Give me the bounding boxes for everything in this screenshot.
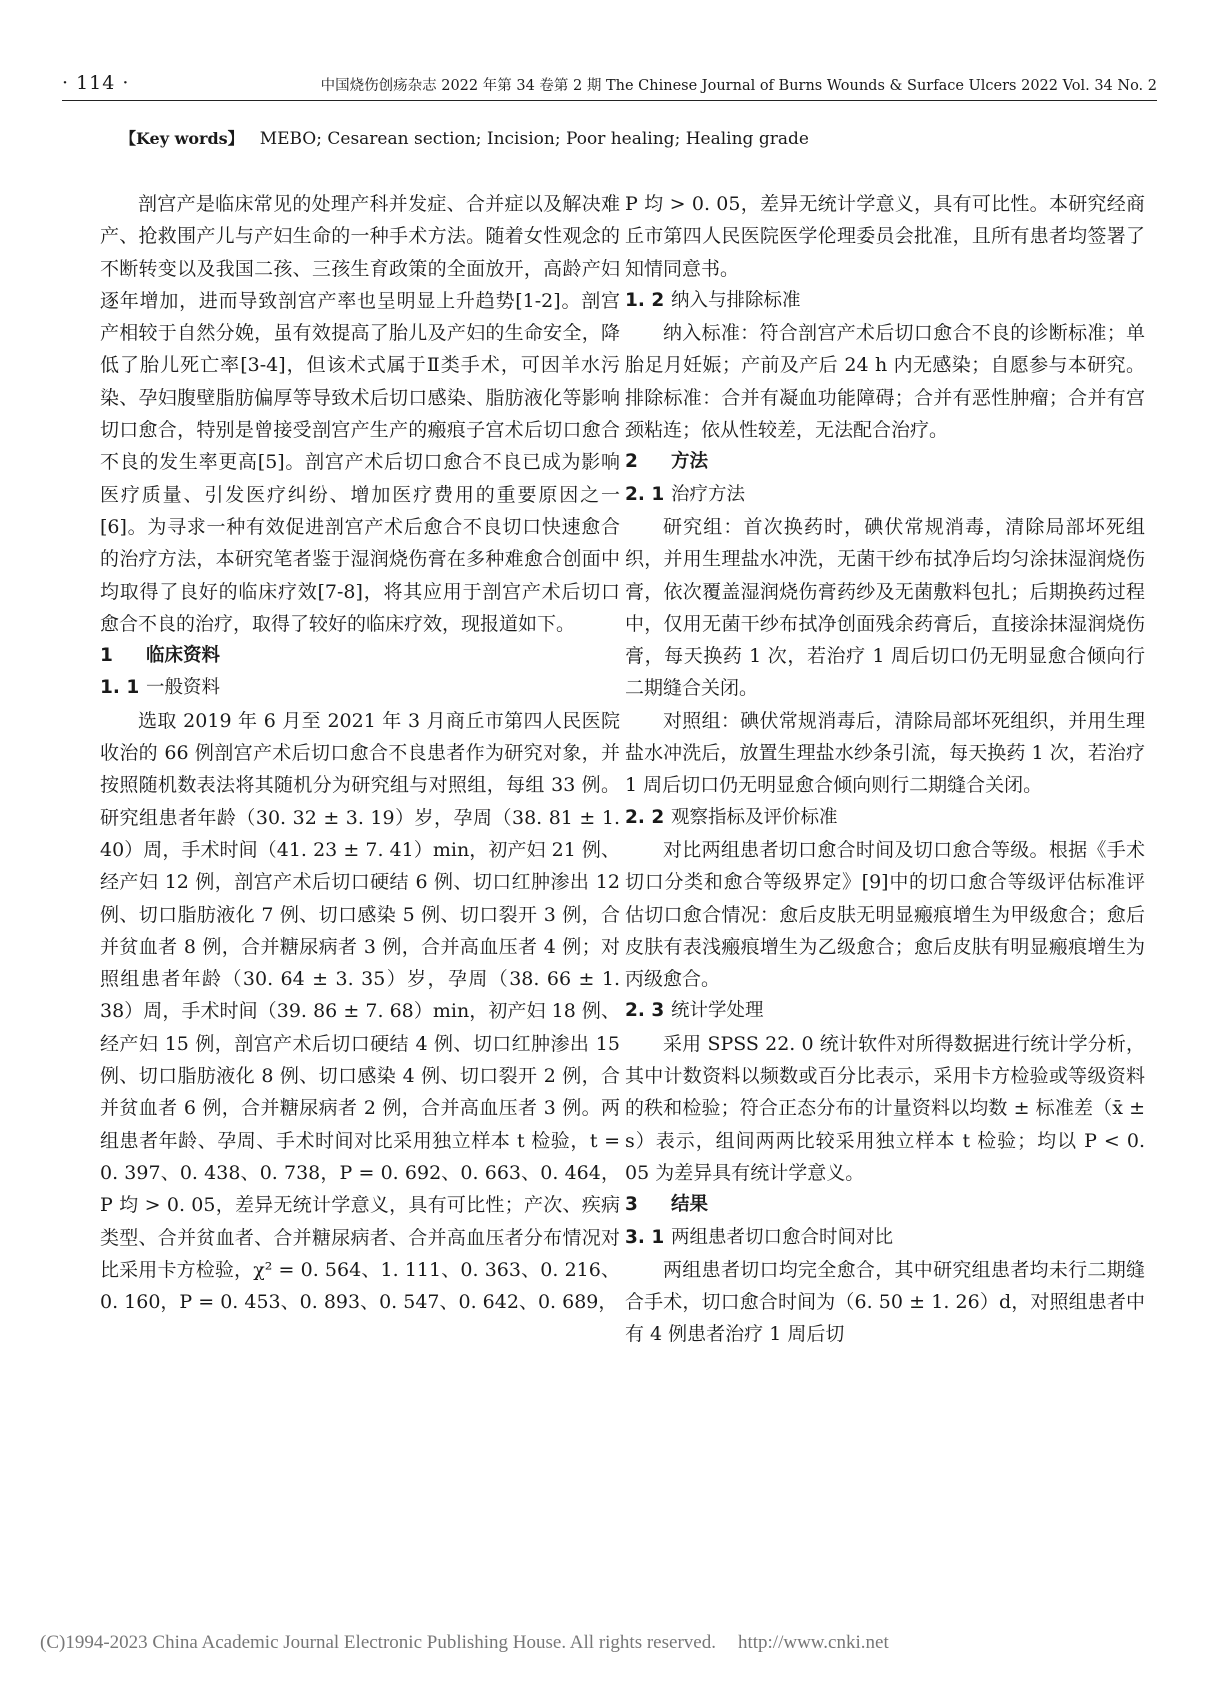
section-2-1-heading: 2. 1 治疗方法 [625, 483, 746, 505]
running-title: 中国烧伤创疡杂志 2022 年第 34 卷第 2 期 The Chinese Journal of Burns Wounds & Surface Ulcers 2022 Vol. 34 No. 2 [320, 78, 1157, 94]
intro-paragraph: 剖宫产是临床常见的处理产科并发症、合并症以及解决难产、抢救围产儿与产妇生命的一种手术方法。随着女性观念的不断转变以及我国二孩、三孩生育政策的全面放开，高龄产妇逐年增加，进而导致剖宫产率也呈明显上升趋势[1-2]。剖宫产相较于自然分娩，虽有效提高了胎儿及产妇的生命安全，降低了胎儿死亡率[3-4]，但该术式属于Ⅱ类手术，可因羊水污染、孕妇腹壁脂肪偏厚等导致术后切口感染、脂肪液化等影响切口愈合，特别是曾接受剖宫产生产的瘢痕子宫术后切口愈合不良的发生率更高[5]。剖宫产术后切口愈合不良已成为影响医疗质量、引发医疗纠纷、增加医疗费用的重要原因之一[6]。为寻求一种有效促进剖宫产术后愈合不良切口快速愈合的治疗方法，本研究笔者鉴于湿润烧伤膏在多种难愈合创面中均取得了良好的临床疗效[7-8]，将其应用于剖宫产术后切口愈合不良的治疗，取得了较好的临床疗效，现报道如下。 [100, 193, 620, 635]
keywords-label: 【Key words】 [120, 129, 244, 148]
section-3-1-heading: 3. 1 两组患者切口愈合时间对比 [625, 1226, 894, 1248]
section-2-2-heading: 2. 2 观察指标及评价标准 [625, 806, 838, 828]
section-1-2-heading: 1. 2 纳入与排除标准 [625, 289, 801, 311]
copyright-text: (C)1994-2023 China Academic Journal Electronic Publishing House. All rights reserved. [40, 1632, 716, 1653]
right-column [625, 188, 1145, 1351]
section-1-1-heading: 1. 1 一般资料 [100, 677, 221, 699]
section-3-1-paragraph: 两组患者切口均完全愈合，其中研究组患者均未行二期缝合手术，切口愈合时间为（6. 50 ± 1. 26）d，对照组患者中有 4 例患者治疗 1 周后切 [625, 1258, 1145, 1346]
section-1-1-continuation: P 均 > 0. 05，差异无统计学意义，具有可比性。本研究经商丘市第四人民医院医学伦理委员会批准，且所有患者均签署了知情同意书。 [625, 193, 1145, 280]
section-1-2-paragraph: 纳入标准：符合剖宫产术后切口愈合不良的诊断标准；单胎足月妊娠；产前及产后 24 h 内无感染；自愿参与本研究。排除标准：合并有凝血功能障碍；合并有恶性肿瘤；合并有宫颈粘连；依从性较差，无法配合治疗。 [625, 322, 1145, 442]
section-2-1-paragraph-study: 研究组：首次换药时，碘伏常规消毒，清除局部坏死组织，并用生理盐水冲洗，无菌干纱布拭净后均匀涂抹湿润烧伤膏，依次覆盖湿润烧伤膏药纱及无菌敷料包扎；后期换药过程中，仅用无菌干纱布拭净创面残余药膏后，直接涂抹湿润烧伤膏，每天换药 1 次，若治疗 1 周后切口仍无明显愈合倾向行二期缝合关闭。 [625, 515, 1145, 700]
section-2-3-paragraph: 采用 SPSS 22. 0 统计软件对所得数据进行统计学分析，其中计数资料以频数或百分比表示，采用卡方检验或等级资料的秩和检验；符合正态分布的计量资料以均数 ± 标准差（x̄ ± s）表示，组间两两比较采用独立样本 t 检验；均以 P < 0. 05 为差异具有统计学意义。 [625, 1032, 1145, 1184]
section-2-3-heading: 2. 3 统计学处理 [625, 1000, 764, 1022]
running-header [62, 66, 1157, 101]
section-3-heading: 3 结果 [625, 1194, 709, 1216]
section-2-heading: 2 方法 [625, 451, 709, 473]
cnki-url: http://www.cnki.net [737, 1632, 889, 1653]
copyright-footer [40, 1632, 1170, 1654]
left-column [100, 188, 620, 1318]
section-2-2-paragraph: 对比两组患者切口愈合时间及切口愈合等级。根据《手术切口分类和愈合等级界定》[9]中的切口愈合等级评估标准评估切口愈合情况：愈后皮肤无明显瘢痕增生为甲级愈合；愈后皮肤有表浅瘢痕增生为乙级愈合；愈后皮肤有明显瘢痕增生为丙级愈合。 [625, 838, 1145, 991]
keywords-text: MEBO; Cesarean section; Incision; Poor healing; Healing grade [259, 129, 809, 149]
section-1-heading: 1 临床资料 [100, 645, 221, 667]
section-1-1-paragraph: 选取 2019 年 6 月至 2021 年 3 月商丘市第四人民医院收治的 66 例剖宫产术后切口愈合不良患者作为研究对象，并按照随机数表法将其随机分为研究组与对照组，每组 33 例。研究组患者年龄（30. 32 ± 3. 19）岁，孕周（38. 81 ± 1. 40）周，手术时间（41. 23 ± 7. 41）min，初产妇 21 例、经产妇 12 例，剖宫产术后切口硬结 6 例、切口红肿渗出 12 例、切口脂肪液化 7 例、切口感染 5 例、切口裂开 3 例，合并贫血者 8 例，合并糖尿病者 3 例，合并高血压者 4 例；对照组患者年龄（30. 64 ± 3. 35）岁，孕周（38. 66 ± 1. 38）周，手术时间（39. 86 ± 7. 68）min，初产妇 18 例、经产妇 15 例，剖宫产术后切口硬结 4 例、切口红肿渗出 15 例、切口脂肪液化 8 例、切口感染 4 例、切口裂开 2 例，合并贫血者 6 例，合并糖尿病者 2 例，合并高血压者 3 例。两组患者年龄、孕周、手术时间对比采用独立样本 t 检验，t = 0. 397、0. 438、0. 738，P = 0. 692、0. 663、0. 464，P 均 > 0. 05，差异无统计学意义，具有可比性；产次、疾病类型、合并贫血者、合并糖尿病者、合并高血压者分布情况对比采用卡方检验，χ² = 0. 564、1. 111、0. 363、0. 216、0. 160，P = 0. 453、0. 893、0. 547、0. 642、0. 689， [100, 709, 620, 1314]
page-number: · 114 · [62, 72, 130, 94]
keywords [120, 126, 1150, 149]
section-2-1-paragraph-control: 对照组：碘伏常规消毒后，清除局部坏死组织，并用生理盐水冲洗后，放置生理盐水纱条引流，每天换药 1 次，若治疗 1 周后切口仍无明显愈合倾向则行二期缝合关闭。 [625, 709, 1145, 797]
